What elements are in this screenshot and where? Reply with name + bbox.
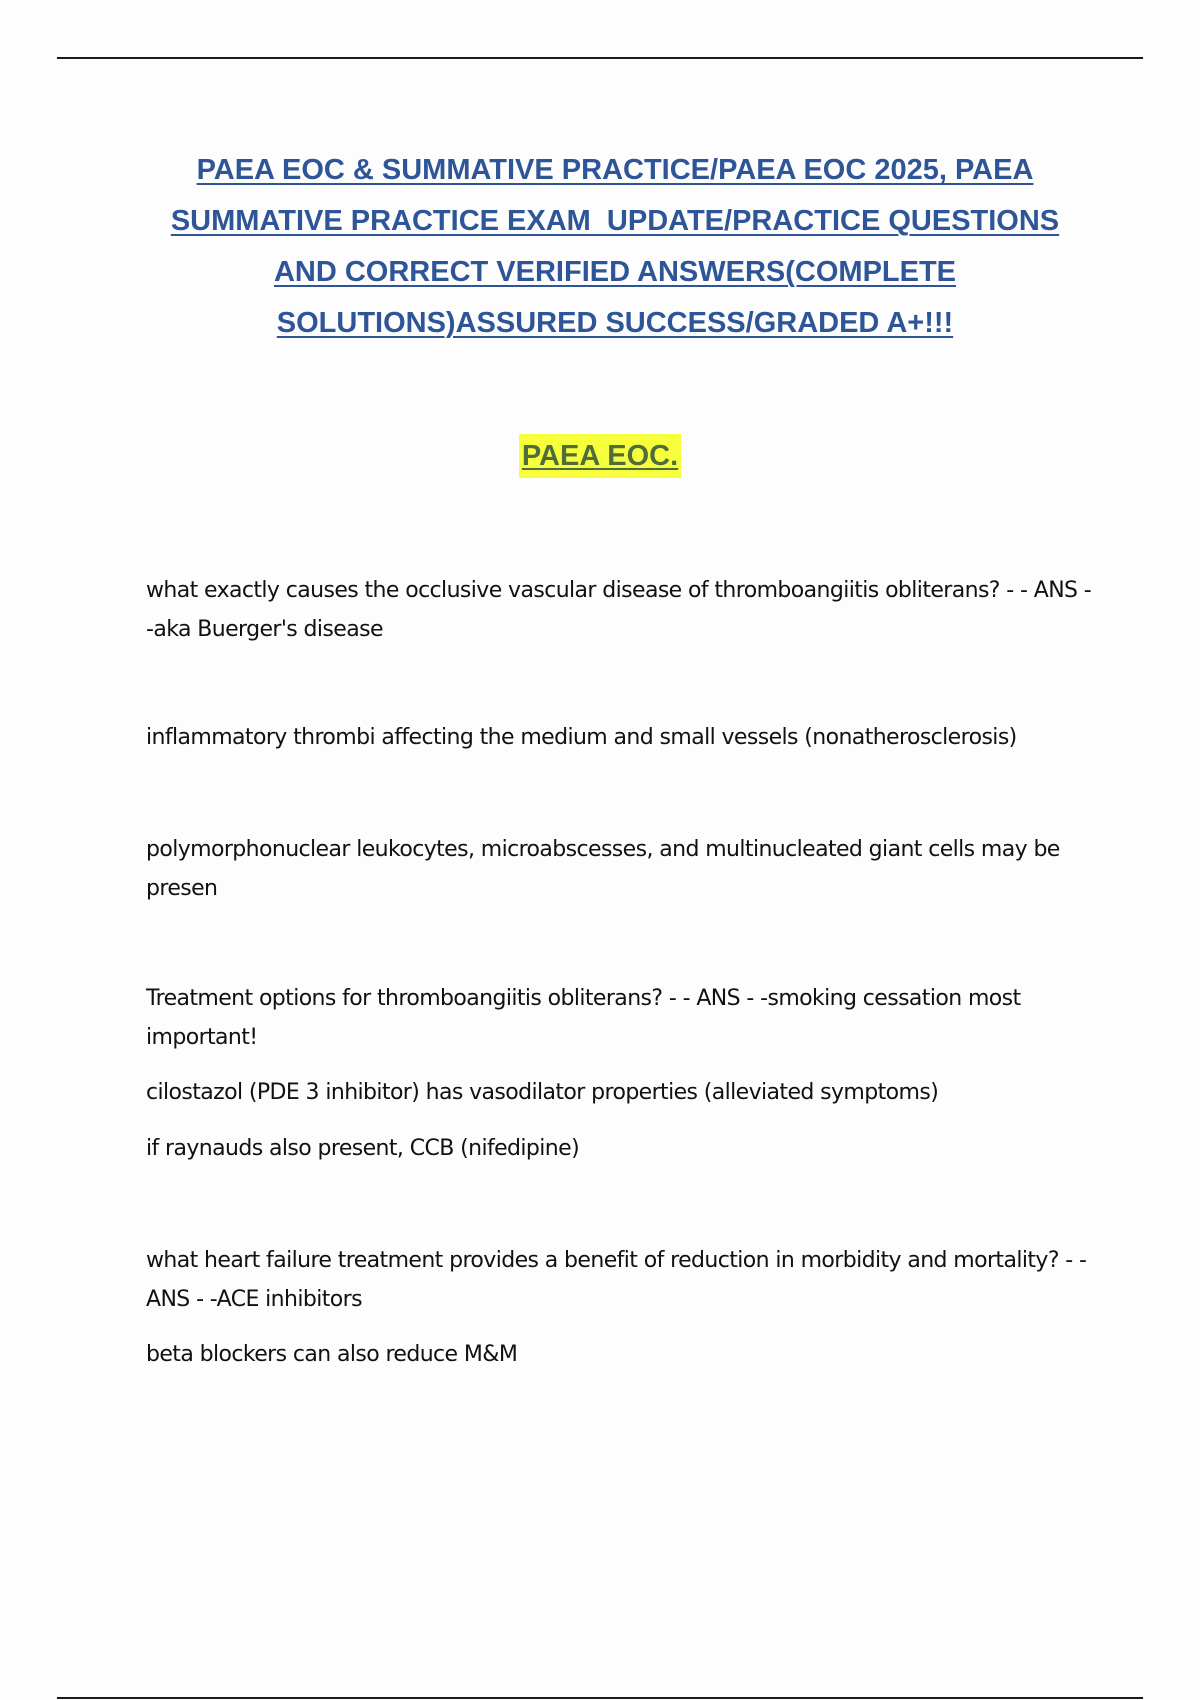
- title-line-4: SOLUTIONS)ASSURED SUCCESS/GRADED A+!!!: [276, 307, 954, 339]
- paragraph-1: what exactly causes the occlusive vascular disease of thromboangiitis obliterans? - - ANS - -aka Buerger's disease: [146, 578, 1092, 642]
- paragraph-2: inflammatory thrombi affecting the medium and small vessels (nonatherosclerosis): [146, 725, 1017, 750]
- paragraph-7: what heart failure treatment provides a benefit of reduction in morbidity and mortality? - - ANS - -ACE inhibitors: [146, 1248, 1087, 1312]
- title-line-2: SUMMATIVE PRACTICE EXAM UPDATE/PRACTICE QUESTIONS: [170, 205, 1060, 237]
- top-rule: [57, 57, 1143, 59]
- paragraph-6: if raynauds also present, CCB (nifedipine): [146, 1136, 580, 1161]
- bottom-rule: [57, 1697, 1143, 1699]
- title-line-3: AND CORRECT VERIFIED ANSWERS(COMPLETE: [273, 256, 957, 288]
- title-line-1: PAEA EOC & SUMMATIVE PRACTICE/PAEA EOC 2025, PAEA: [196, 154, 1034, 186]
- paragraph-4: Treatment options for thromboangiitis obliterans? - - ANS - -smoking cessation most important!: [146, 986, 1021, 1050]
- section-heading-wrap: [0, 434, 1200, 478]
- paragraph-8: beta blockers can also reduce M&M: [146, 1342, 518, 1367]
- paragraph-3: polymorphonuclear leukocytes, microabscesses, and multinucleated giant cells may be presen: [146, 837, 1060, 901]
- paragraph-5: cilostazol (PDE 3 inhibitor) has vasodilator properties (alleviated symptoms): [146, 1080, 939, 1105]
- document-title: [110, 145, 1120, 349]
- section-heading: PAEA EOC.: [519, 434, 681, 478]
